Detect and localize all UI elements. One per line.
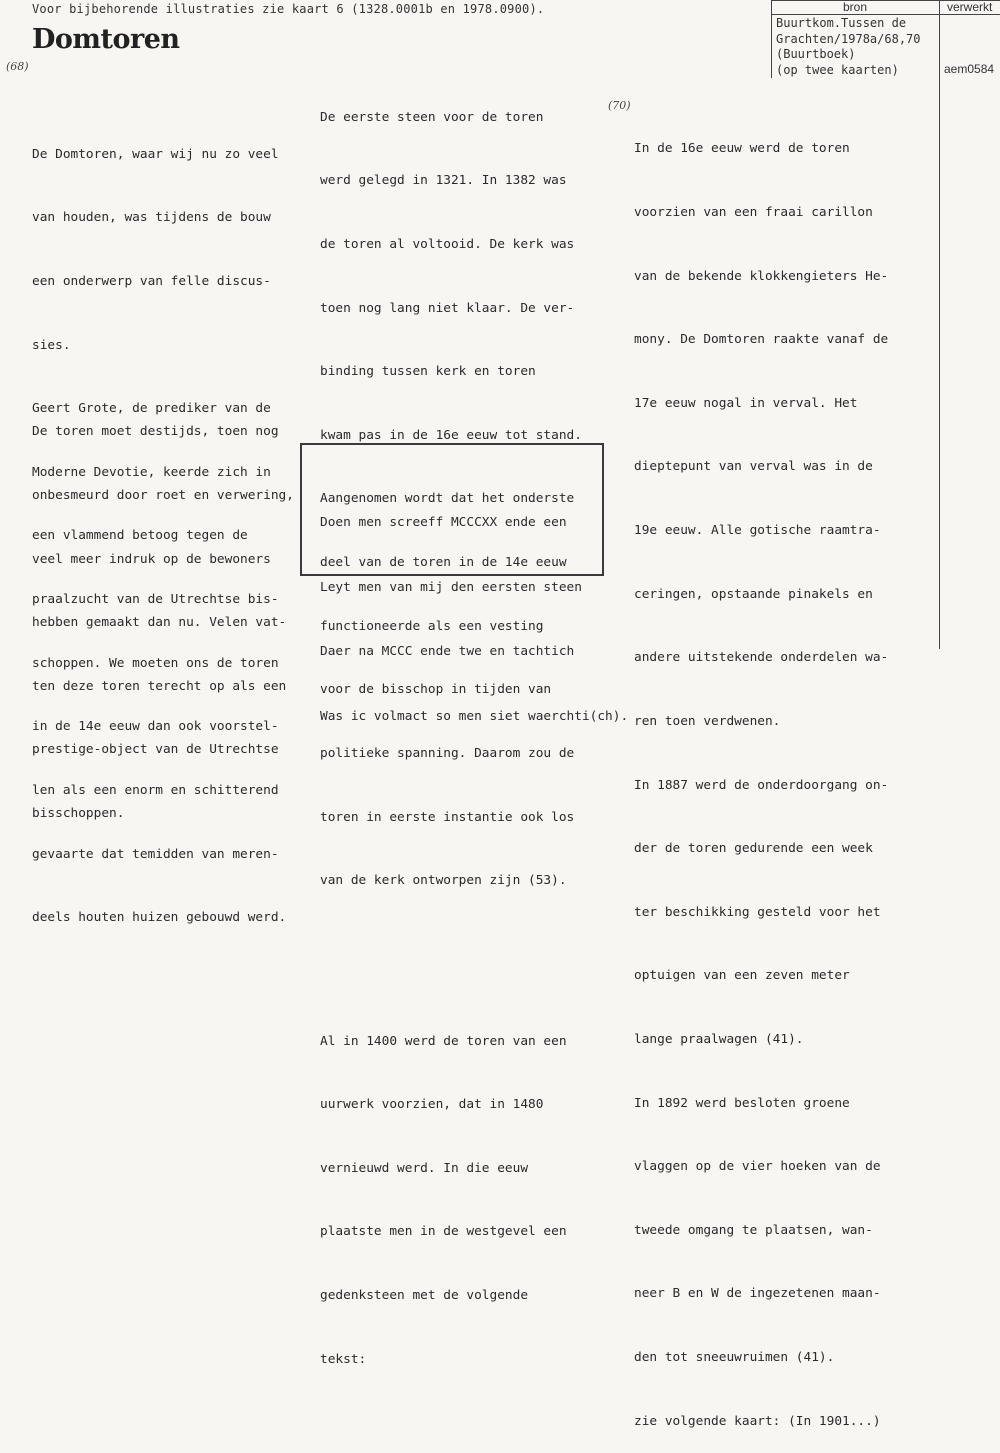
inscription-line: Was ic volmact so men siet waerchti(ch). (320, 708, 629, 724)
column-header-verwerkt: verwerkt (947, 0, 993, 14)
text-line: een vlammend betoog tegen de (32, 528, 248, 544)
text-line: werd gelegd in 1321. In 1382 was (320, 173, 567, 189)
text-line: binding tussen kerk en toren (320, 364, 536, 380)
text-line: onbesmeurd door roet en verwering, (32, 488, 294, 504)
column-1-paragraph-2 (32, 379, 294, 845)
text-line: 19e eeuw. Alle gotische raamtra- (634, 523, 881, 539)
text-line: optuigen van een zeven meter (634, 968, 850, 984)
text-line: van de kerk ontworpen zijn (53). (320, 873, 567, 889)
text-line: van de bekende klokkengieters He- (634, 268, 889, 284)
text-line: vernieuwd werd. In die eeuw (320, 1160, 529, 1176)
text-line: schoppen. We moeten ons de toren (32, 655, 279, 671)
illustrations-note: Voor bijbehorende illustraties zie kaart 6 (1328.0001b en 1978.0900). (32, 2, 545, 16)
text-line: mony. De Domtoren raakte vanaf de (634, 332, 889, 348)
text-line: in de 14e eeuw dan ook voorstel- (32, 719, 279, 735)
text-line: neer B en W de ingezetenen maan- (634, 1286, 881, 1302)
text-line: De eerste steen voor de toren (320, 109, 544, 125)
text-line: van houden, was tijdens de bouw (32, 210, 271, 226)
text-line: toen nog lang niet klaar. De ver- (320, 300, 575, 316)
text-line: tekst: (320, 1351, 367, 1367)
next-card-reference: zie volgende kaart: (In 1901...) (634, 1413, 881, 1429)
text-line: prestige-object van de Utrechtse (32, 742, 279, 758)
text-line: Aangenomen wordt dat het onderste (320, 491, 575, 507)
text-line: In 1892 werd besloten groene (634, 1095, 850, 1111)
text-line: voor de bisschop in tijden van (320, 682, 552, 698)
text-line: tweede omgang te plaatsen, wan- (634, 1222, 873, 1238)
text-line: kwam pas in de 16e eeuw tot stand. (320, 427, 582, 443)
source-line: (Buurtboek) (776, 47, 856, 61)
text-line: gedenksteen met de volgende (320, 1287, 529, 1303)
inscription-line: Daer na MCCC ende twe en tachtich (320, 644, 575, 659)
source-reference (776, 16, 921, 78)
table-divider-rule (939, 0, 940, 649)
margin-mark-68: (68) (6, 60, 29, 73)
text-line: voorzien van een fraai carillon (634, 205, 873, 221)
page-title: Domtoren (32, 24, 180, 55)
text-line: functioneerde als een vesting (320, 618, 544, 634)
source-line: (op twee kaarten) (776, 62, 899, 77)
table-header-rule (771, 14, 1000, 15)
text-line: De Domtoren, waar wij nu zo veel (32, 146, 279, 162)
text-line: Geert Grote, de prediker van de (32, 401, 271, 417)
text-line: Al in 1400 werd de toren van een (320, 1033, 567, 1049)
text-line: ten deze toren terecht op als een (32, 678, 287, 694)
text-line: deel van de toren in de 14e eeuw (320, 555, 567, 571)
text-line: deels houten huizen gebouwd werd. (32, 910, 287, 926)
text-line: praalzucht van de Utrechtse bis- (32, 592, 279, 608)
text-line: dieptepunt van verval was in de (634, 459, 873, 475)
verwerkt-code: aem0584 (944, 62, 995, 76)
text-line: toren in eerste instantie ook los (320, 809, 575, 825)
text-line: In de 16e eeuw werd de toren (634, 141, 850, 157)
column-header-bron: bron (843, 0, 868, 14)
text-line: de toren al voltooid. De kerk was (320, 237, 575, 253)
paragraph-2 (320, 988, 582, 1412)
text-line: der de toren gedurende een week (634, 841, 873, 857)
text-line: andere uitstekende onderdelen wa- (634, 650, 889, 666)
text-line: den tot sneeuwruimen (41). (634, 1349, 835, 1365)
text-line: De toren moet destijds, toen nog (32, 424, 279, 440)
text-line: plaatste men in de westgevel een (320, 1224, 567, 1240)
text-line: politieke spanning. Daarom zou de (320, 745, 575, 761)
source-line: Buurtkom.Tussen de (776, 16, 907, 30)
text-line: In 1887 werd de onderdoorgang on- (634, 777, 889, 793)
text-line: 17e eeuw nogal in verval. Het (634, 395, 858, 411)
text-line: lange praalwagen (41). (634, 1031, 804, 1047)
margin-mark-70: (70) (608, 99, 631, 112)
text-line: gevaarte dat temidden van meren- (32, 846, 279, 862)
table-left-rule (771, 0, 772, 78)
text-line: veel meer indruk op de bewoners (32, 551, 271, 567)
inscription-text (320, 469, 628, 749)
source-line: Grachten/1978a/68,70 (776, 31, 921, 46)
text-line: uurwerk voorzien, dat in 1480 (320, 1097, 544, 1113)
column-3 (634, 96, 888, 1453)
text-line: een onderwerp van felle discus- (32, 274, 271, 290)
text-line: Moderne Devotie, keerde zich in (32, 464, 271, 480)
text-line: bisschoppen. (32, 806, 125, 822)
inscription-line: Doen men screeff MCCCXX ende een (320, 515, 567, 530)
text-line: ceringen, opstaande pinakels en (634, 586, 873, 602)
text-line: sies. (32, 337, 71, 353)
text-line: hebben gemaakt dan nu. Velen vat- (32, 615, 287, 631)
inscription-line: Leyt men van mij den eersten steen (320, 579, 582, 595)
text-line: ter beschikking gesteld voor het (634, 904, 881, 920)
text-line: ren toen verdwenen. (634, 713, 781, 729)
text-line: len als een enorm en schitterend (32, 782, 279, 798)
text-line: vlaggen op de vier hoeken van de (634, 1159, 881, 1175)
